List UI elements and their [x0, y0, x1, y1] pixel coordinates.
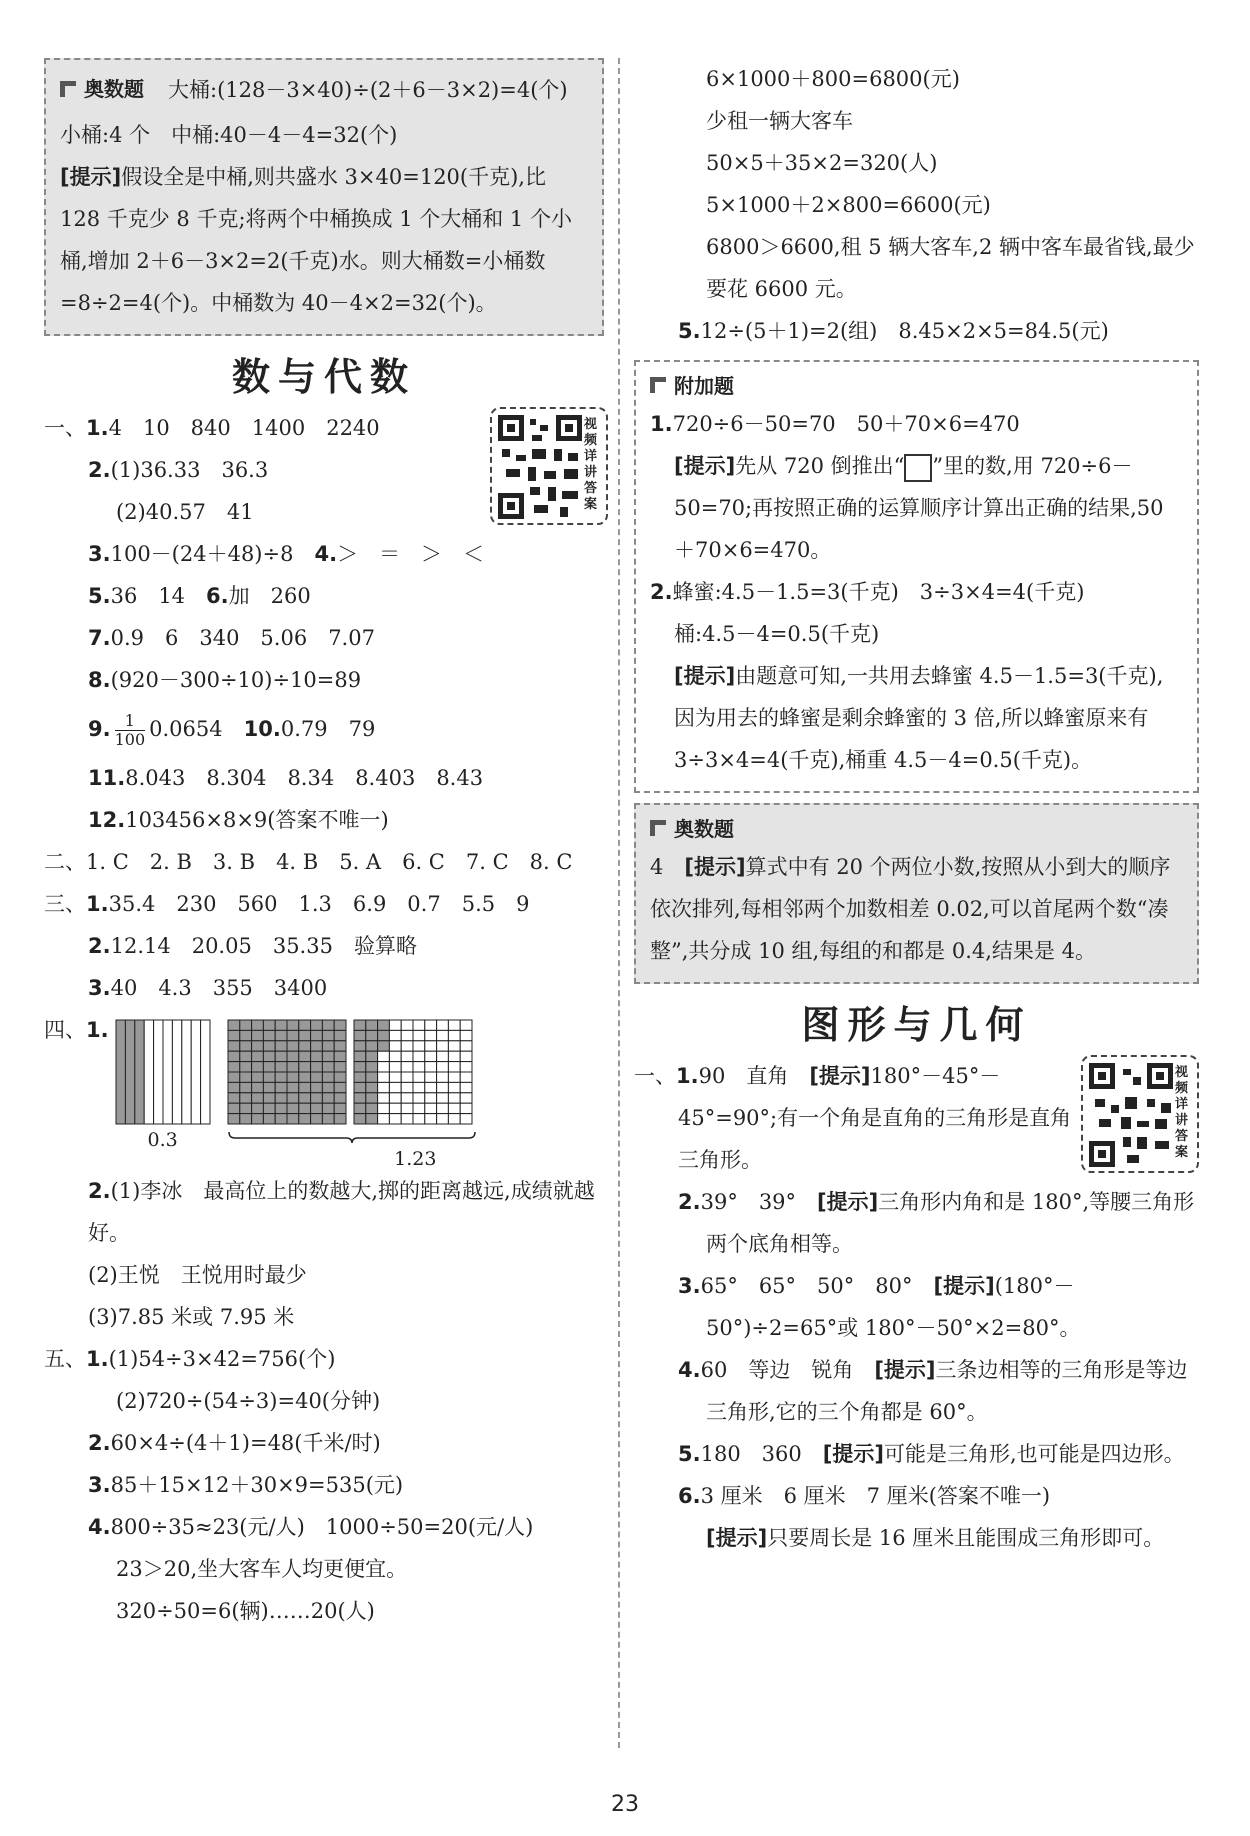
grid-1-23: [227, 1019, 604, 1170]
qr-code-video[interactable]: 视频详讲答案: [1081, 1055, 1199, 1173]
list-item: 3.65° 65° 50° 80° [提示](180°－50°)÷2=65°或 180°－50°×2=80°。: [678, 1274, 1081, 1340]
brace-icon: [227, 1130, 477, 1144]
list-item: (2)王悦 王悦用时最少: [88, 1263, 307, 1287]
decimal-grid-figure: 四、1. 0.3 1.23: [44, 1009, 604, 1170]
list-item: (2)40.57 41: [116, 500, 254, 524]
list-item: 2.(1)李冰 最高位上的数越大,掷的距离越远,成绩就越好。: [88, 1179, 595, 1245]
qr-code-icon: [1089, 1063, 1173, 1167]
list-item: 2.12.14 20.05 35.35 验算略: [88, 934, 417, 958]
list-item: 320÷50=6(辆)……20(人): [116, 1599, 375, 1623]
left-column: [44, 58, 604, 1632]
list-item: 2.蜂蜜:4.5－1.5=3(千克) 3÷3×4=4(千克): [650, 580, 1085, 604]
bookmark-icon: [650, 820, 666, 836]
list-item: 5.36 14 6.加 260: [88, 584, 311, 608]
list-item: 11.8.043 8.304 8.34 8.403 8.43: [88, 766, 484, 790]
list-item: (3)7.85 米或 7.95 米: [88, 1305, 295, 1329]
list-item: 3.40 4.3 355 3400: [88, 976, 328, 1000]
right-column: [634, 58, 1199, 1559]
column-divider: [618, 58, 620, 1748]
list-item: 5.12÷(5＋1)=2(组) 8.45×2×5=84.5(元): [678, 319, 1109, 343]
grid-0-3: [115, 1019, 211, 1151]
box-title: 奥数题: [60, 68, 168, 110]
section-title-number-algebra: 数与代数: [231, 355, 416, 399]
list-item: 1.720÷6－50=70 50＋70×6=470: [650, 412, 1020, 436]
continued-answers: 6×1000＋800=6800(元) 少租一辆大客车 50×5＋35×2=320(人) 5×1000＋2×800=6600(元) 6800＞6600,租 5 辆大客车,2 辆中客车最省钱,最少要花 6600 元。: [706, 67, 1195, 301]
page-number: 23: [611, 1792, 639, 1817]
list-item: 4.800÷35≈23(元/人) 1000÷50=20(元/人): [88, 1515, 534, 1539]
bookmark-icon: [60, 81, 76, 97]
list-item: 8.(920－300÷10)÷10=89: [88, 668, 362, 692]
box-title: 附加题: [650, 370, 1183, 399]
list-item: 五、1.(1)54÷3×42=756(个): [44, 1347, 336, 1371]
box-title: 奥数题: [650, 813, 1183, 842]
qr-code-icon: [498, 415, 582, 519]
list-item: 7.0.9 6 340 5.06 7.07: [88, 626, 375, 650]
list-item: 3.100－(24＋48)÷8 4.＞ ＝ ＞ ＜: [88, 542, 485, 566]
fraction: $\frac{1}{100}$: [114, 711, 146, 749]
section-title-geometry: 图形与几何: [801, 1003, 1032, 1047]
bookmark-icon: [650, 377, 666, 393]
list-item: 5.180 360 [提示]可能是三角形,也可能是四边形。: [678, 1442, 1185, 1466]
geometry-section: 视频详讲答案 一、1.90 直角 [提示]180°－45°－45°=90°;有一个角是直角的三角形是直角三角形。 2.39° 39° [提示]三角形内角和是 180°,等腰三角形两个底角相等。 3.65° 65° 50° 80° [提示](180°－50°)÷2=65°或 180°－50°×2=80°。 4.60 等边 锐角 [提示]三条边相等的三角形是等边三角形,它的三个角都是 60°。 5.180 360 [提示]可能是三角形,也可能是四边形。 6.3 厘米 6 厘米 7 厘米(答案不唯一) [提示]只要周长是 16 厘米且能围成三角形即可。: [634, 1055, 1199, 1559]
bonus-box: 附加题 1.720÷6－50=70 50＋70×6=470 [提示]先从 720 倒推出“ ”里的数,用 720÷6－50=70;再按照正确的运算顺序计算出正确的结果,50＋70×6=470。 2.蜂蜜:4.5－1.5=3(千克) 3÷3×4=4(千克) 桶:4.5－4=0.5(千克) [提示]由题意可知,一共用去蜂蜜 4.5－1.5=3(千克),因为用去的蜂蜜是剩余蜂蜜的 3 倍,所以蜂蜜原来有 3÷3×4=4(千克),桶重 4.5－4=0.5(千克)。: [634, 360, 1199, 793]
grid-caption: 1.23: [394, 1148, 437, 1170]
list-item: 2.39° 39° [提示]三角形内角和是 180°,等腰三角形两个底角相等。: [678, 1190, 1195, 1256]
blank-box-icon: [904, 454, 932, 482]
list-item: 一、1.90 直角 [提示]180°－45°－45°=90°;有一个角是直角的三角形是直角三角形。: [634, 1064, 1072, 1172]
column-grid: [115, 1019, 211, 1125]
list-item: 23＞20,坐大客车人均更便宜。: [116, 1557, 408, 1581]
grid-caption: 0.3: [147, 1129, 178, 1151]
hundred-grid: [227, 1019, 477, 1125]
list-item: 6.3 厘米 6 厘米 7 厘米(答案不唯一): [678, 1484, 1051, 1508]
list-item: 三、1.35.4 230 560 1.3 6.9 0.7 5.5 9: [44, 892, 530, 916]
list-item: 4.60 等边 锐角 [提示]三条边相等的三角形是等边三角形,它的三个角都是 60°。: [678, 1358, 1188, 1424]
list-item: 12.103456×8×9(答案不唯一): [88, 808, 389, 832]
qr-code-video[interactable]: 视频详讲答案: [490, 407, 608, 525]
olympiad-box-1: 奥数题 大桶:(128－3×40)÷(2＋6－3×2)=4(个) 小桶:4 个 中桶:40－4－4=32(个) [提示]假设全是中桶,则共盛水 3×40=120(千克),比 128 千克少 8 千克;将两个中桶换成 1 个大桶和 1 个小桶,增加 2＋6－3×2=2(千克)水。则大桶数=小桶数=8÷2=4(个)。中桶数为 40－4×2=32(个)。: [44, 58, 604, 336]
section-1: [44, 407, 604, 1632]
list-item: 一、1.4 10 840 1400 2240: [44, 416, 380, 440]
list-item: 二、1. C 2. B 3. B 4. B 5. A 6. C 7. C 8. C: [44, 850, 573, 874]
list-item: 9. $\frac{1}{100}$ 0.0654 10.0.79 79: [88, 711, 376, 749]
answer-line: 小桶:4 个 中桶:40－4－4=32(个): [60, 123, 398, 147]
list-item: 3.85＋15×12＋30×9=535(元): [88, 1473, 404, 1497]
list-item: (2)720÷(54÷3)=40(分钟): [116, 1389, 381, 1413]
list-item: 2.60×4÷(4＋1)=48(千米/时): [88, 1431, 381, 1455]
list-item: 2.(1)36.33 36.3: [88, 458, 269, 482]
olympiad-box-2: 奥数题 4 [提示]算式中有 20 个两位小数,按照从小到大的顺序依次排列,每相邻两个加数相差 0.02,可以首尾两个数“凑整”,共分成 10 组,每组的和都是 0.4,结果是 4。: [634, 803, 1199, 984]
